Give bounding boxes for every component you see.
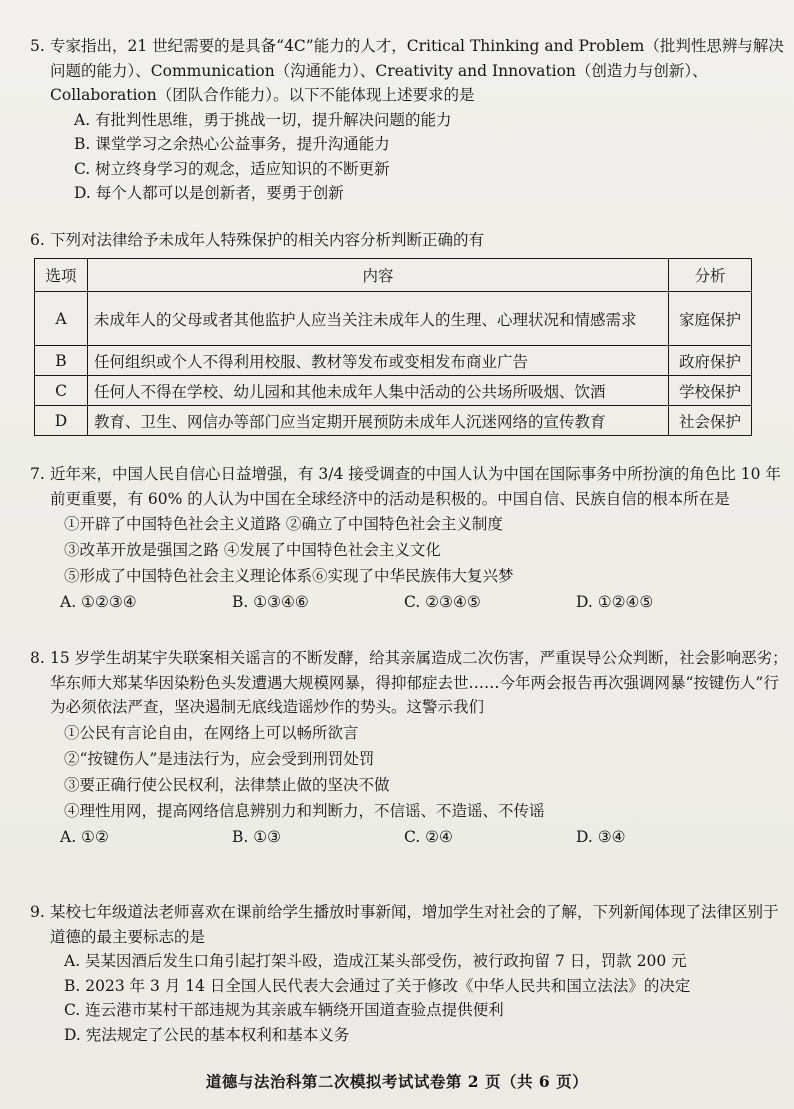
protection-table <box>34 258 752 436</box>
question-5 <box>30 34 792 206</box>
row-content: 教育、卫生、网信办等部门应当定期开展预防未成年人沉迷网络的宣传教育 <box>88 406 669 436</box>
row-analysis: 社会保护 <box>669 406 752 436</box>
row-option: D <box>35 406 88 436</box>
choice-c: C. ②③④⑤ <box>404 593 481 611</box>
header-analysis: 分析 <box>669 259 752 292</box>
question-5-option-c: C. 树立终身学习的观念，适应知识的不断更新 <box>74 159 390 178</box>
question-6-stem: 6. 下列对法律给予未成年人特殊保护的相关内容分析判断正确的有 <box>30 231 485 249</box>
question-8-stem: 8. 15 岁学生胡某宇失联案相关谣言的不断发酵，给其亲属造成二次伤害，严重误导公众判断，社会影响恶劣；华东师大郑某华因染粉色头发遭遇大规模网暴，得抑郁症去世……今年两会报告再次强调网暴“按键伤人”行为必须依法严查，坚决遏制无底线造谣炒作的势头。这警示我们 <box>30 649 788 716</box>
table-row <box>35 406 752 436</box>
row-content: 任何组织或个人不得利用校服、教材等发布或变相发布商业广告 <box>88 346 669 376</box>
choice-d: D. ③④ <box>576 827 626 846</box>
choice-c: C. ②④ <box>404 827 453 846</box>
row-option: B <box>35 346 88 376</box>
row-analysis: 政府保护 <box>669 346 752 376</box>
question-8-choices <box>30 824 792 850</box>
question-8 <box>30 646 792 850</box>
question-9-option-b: B. 2023 年 3 月 14 日全国人民代表大会通过了关于修改《中华人民共和国立法法》的决定 <box>64 976 691 995</box>
question-9-option-d: D. 宪法规定了公民的基本权利和基本义务 <box>64 1025 350 1044</box>
question-7-choices <box>30 589 792 615</box>
header-option: 选项 <box>35 259 88 292</box>
question-8-statement: ④理性用网，提高网络信息辨别力和判断力，不信谣、不造谣、不传谣 <box>64 801 545 820</box>
question-9-option-a: A. 吴某因酒后发生口角引起打架斗殴，造成江某头部受伤，被行政拘留 7 日，罚款 200 元 <box>64 952 687 970</box>
row-option: C <box>35 376 88 406</box>
row-content: 任何人不得在学校、幼儿园和其他未成年人集中活动的公共场所吸烟、饮酒 <box>88 376 669 406</box>
row-analysis: 家庭保护 <box>669 292 752 346</box>
question-5-option-a: A. 有批判性思维，勇于挑战一切，提升解决问题的能力 <box>74 110 452 129</box>
question-6 <box>30 228 792 253</box>
table-header-row <box>35 259 752 292</box>
question-7-statement: ③改革开放是强国之路 ④发展了中国特色社会主义文化 <box>64 541 441 559</box>
question-5-option-d: D. 每个人都可以是创新者，要勇于创新 <box>74 184 344 202</box>
question-8-statement: ②“按键伤人”是违法行为，应会受到刑罚处罚 <box>64 749 375 768</box>
choice-d: D. ①②④⑤ <box>576 593 654 611</box>
choice-a: A. ①②③④ <box>60 593 137 611</box>
question-9-stem: 9. 某校七年级道法老师喜欢在课前给学生播放时事新闻，增加学生对社会的了解，下列新闻体现了法律区别于道德的最主要标志的是 <box>30 903 779 946</box>
choice-b: B. ①③ <box>232 827 282 846</box>
question-9 <box>30 900 792 1047</box>
row-option: A <box>35 292 88 346</box>
question-7-statement: ①开辟了中国特色社会主义道路 ②确立了中国特色社会主义制度 <box>64 515 503 533</box>
table-row <box>35 346 752 376</box>
table-row <box>35 376 752 406</box>
choice-a: A. ①② <box>60 827 109 846</box>
question-7-stem: 7. 近年来，中国人民自信心日益增强，有 3/4 接受调查的中国人认为中国在国际事务中所扮演的角色比 10 年前更重要，有 60% 的人认为中国在全球经济中的活动是积极的。中国自信、民族自信的根本所在是 <box>30 465 781 508</box>
table-row <box>35 292 752 346</box>
question-8-statement: ③要正确行使公民权利，法律禁止做的坚决不做 <box>64 775 390 794</box>
question-7 <box>30 462 792 615</box>
question-5-option-b: B. 课堂学习之余热心公益事务，提升沟通能力 <box>74 135 390 153</box>
question-9-option-c: C. 连云港市某村干部违规为其亲戚车辆绕开国道查验点提供便利 <box>64 1001 504 1019</box>
question-7-statement: ⑤形成了中国特色社会主义理论体系⑥实现了中华民族伟大复兴梦 <box>64 567 514 585</box>
page-footer: 道德与法治科第二次模拟考试试卷第 2 页（共 6 页） <box>205 1072 589 1091</box>
row-analysis: 学校保护 <box>669 376 752 406</box>
question-5-stem: 5. 专家指出，21 世纪需要的是具备“4C”能力的人才，Critical Thinking and Problem（批判性思辨与解决问题的能力）、Communication（沟通能力）、Creativity and Innovation（创造力与创新）、Collaboration（团队合作能力）。以下不能体现上述要求的是 <box>30 37 784 104</box>
header-content: 内容 <box>88 259 669 292</box>
row-content: 未成年人的父母或者其他监护人应当关注未成年人的生理、心理状况和情感需求 <box>88 292 669 346</box>
choice-b: B. ①③④⑥ <box>232 593 309 611</box>
question-8-statement: ①公民有言论自由，在网络上可以畅所欲言 <box>64 723 359 742</box>
